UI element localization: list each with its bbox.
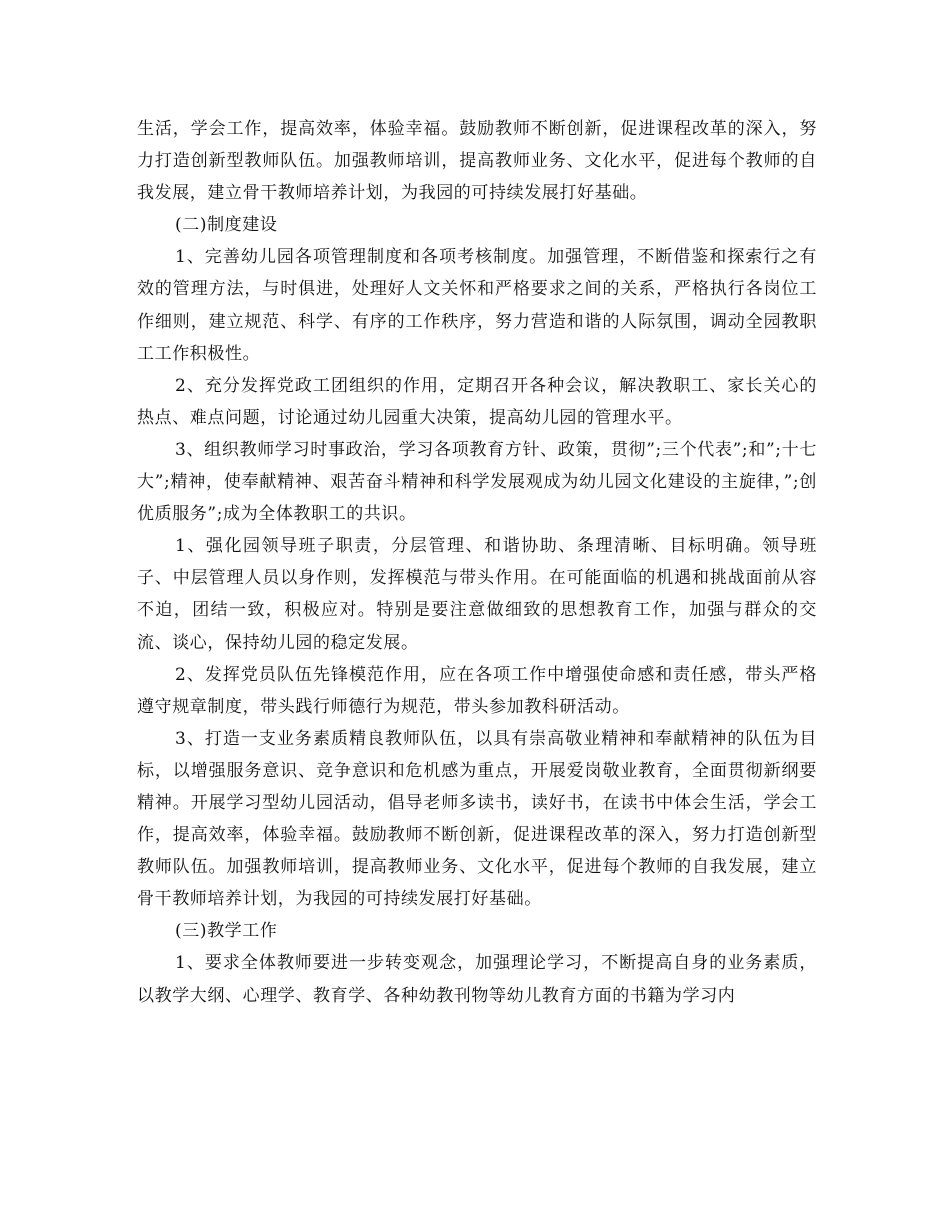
paragraph-8: 3、打造一支业务素质精良教师队伍，以具有崇高敬业精神和奉献精神的队伍为目标，以增强服务意识、竞争意识和危机感为重点，开展爱岗敬业教育，全面贯彻新纲要精神。开展学习型幼儿园活动，倡导老师多读书，读好书，在读书中体会生活，学会工作，提高效率，体验幸福。鼓励教师不断创新，促进课程改革的深入，努力打造创新型教师队伍。加强教师培训，提高教师业务、文化水平，促进每个教师的自我发展，建立骨干教师培养计划，为我园的可持续发展打好基础。 [137,728,817,910]
paragraph-3: 1、完善幼儿园各项管理制度和各项考核制度。加强管理，不断借鉴和探索行之有效的管理方法，与时俱进，处理好人文关怀和严格要求之间的关系，严格执行各岗位工作细则，建立规范、科学、有序的工作秩序，努力营造和谐的人际氛围，调动全园教职工工作积极性。 [137,247,817,364]
section-heading-system-building: (二)制度建设 [175,215,278,236]
paragraph-10: 1、要求全体教师要进一步转变观念，加强理论学习，不断提高自身的业务素质，以教学大纲、心理学、教育学、各种幼教刊物等幼儿教育方面的书籍为学习内 [137,953,817,1006]
paragraph-1: 生活，学会工作，提高效率，体验幸福。鼓励教师不断创新，促进课程改革的深入，努力打造创新型教师队伍。加强教师培训，提高教师业务、文化水平，促进每个教师的自我发展，建立骨干教师培养计划，为我园的可持续发展打好基础。 [137,119,817,204]
paragraph-4: 2、充分发挥党政工团组织的作用，定期召开各种会议，解决教职工、家长关心的热点、难点问题，讨论通过幼儿园重大决策，提高幼儿园的管理水平。 [137,375,817,428]
paragraph-5: 3、组织教师学习时事政治，学习各项教育方针、政策，贯彻”;三个代表”;和”;十七大”;精神，使奉献精神、艰苦奋斗精神和科学发展观成为幼儿园文化建设的主旋律，”;创优质服务”;成为全体教职工的共识。 [137,439,817,525]
document-body [137,113,817,1012]
paragraph-6: 1、强化园领导班子职责，分层管理、和谐协助、条理清晰、目标明确。领导班子、中层管理人员以身作则，发挥模范与带头作用。在可能面临的机遇和挑战面前从容不迫，团结一致，积极应对。特别是要注意做细致的思想教育工作，加强与群众的交流、谈心，保持幼儿园的稳定发展。 [137,536,817,653]
paragraph-7: 2、发挥党员队伍先锋模范作用，应在各项工作中增强使命感和责任感，带头严格遵守规章制度，带头践行师德行为规范，带头参加教科研活动。 [137,664,817,717]
section-heading-teaching-work: (三)教学工作 [175,921,278,942]
